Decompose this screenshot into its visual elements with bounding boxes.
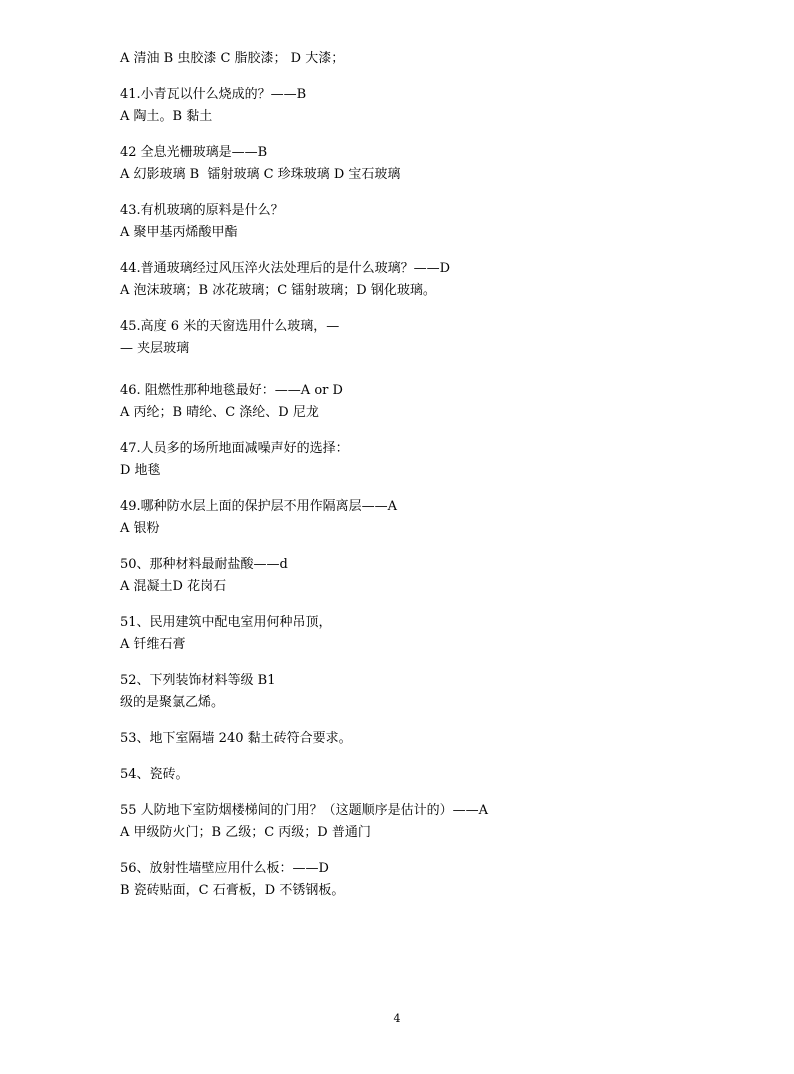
q52-answer: 级的是聚氯乙烯。 <box>120 695 225 710</box>
q50-answer: A 混凝土D 花岗石 <box>120 579 227 594</box>
spacer <box>120 844 680 858</box>
q45-answer: — 夹层玻璃 <box>120 341 190 356</box>
spacer <box>120 244 680 258</box>
q50-question: 50、那种材料最耐盐酸——d <box>120 557 288 572</box>
q55-question: 55 人防地下室防烟楼梯间的门用？（这题顺序是估计的）——A <box>120 803 489 818</box>
spacer <box>120 540 680 554</box>
q40-options: A 清油 B 虫胶漆 C 脂胶漆； D 大漆； <box>120 51 345 66</box>
q53-statement: 53、地下室隔墙 240 黏土砖符合要求。 <box>120 731 352 746</box>
q47-question: 47.人员多的场所地面减噪声好的选择： <box>120 441 349 456</box>
q46-options: A 丙纶；B 晴纶、C 涤纶、D 尼龙 <box>120 405 319 420</box>
q52-question: 52、下列装饰材料等级 B1 <box>120 673 276 688</box>
q43-answer: A 聚甲基丙烯酸甲酯 <box>120 225 238 240</box>
q47-answer: D 地毯 <box>120 463 161 478</box>
q51-question: 51、民用建筑中配电室用何种吊顶， <box>120 615 332 630</box>
q41-options: A 陶土。B 黏土 <box>120 109 213 124</box>
spacer <box>120 186 680 200</box>
spacer <box>120 656 680 670</box>
q44-question: 44.普通玻璃经过风压淬火法处理后的是什么玻璃？——D <box>120 261 451 276</box>
q41-question: 41.小青瓦以什么烧成的？——B <box>120 87 307 102</box>
spacer <box>120 360 680 380</box>
q43-question: 43.有机玻璃的原料是什么？ <box>120 203 284 218</box>
spacer <box>120 70 680 84</box>
q42-options: A 幻影玻璃 B 镭射玻璃 C 珍珠玻璃 D 宝石玻璃 <box>120 167 401 182</box>
spacer <box>120 750 680 764</box>
q45-question: 45.高度 6 米的天窗选用什么玻璃，— <box>120 319 340 334</box>
q49-question: 49.哪种防水层上面的保护层不用作隔离层——A <box>120 499 398 514</box>
q56-question: 56、放射性墙壁应用什么板：——D <box>120 861 329 876</box>
page-number: 4 <box>393 1012 401 1025</box>
spacer <box>120 482 680 496</box>
q44-options: A 泡沫玻璃；B 冰花玻璃；C 镭射玻璃；D 钢化玻璃。 <box>120 283 436 298</box>
q54-statement: 54、瓷砖。 <box>120 767 189 782</box>
spacer <box>120 786 680 800</box>
spacer <box>120 128 680 142</box>
spacer <box>120 714 680 728</box>
q56-options: B 瓷砖贴面，C 石膏板，D 不锈钢板。 <box>120 883 345 898</box>
q46-question: 46. 阻燃性那种地毯最好：——A or D <box>120 383 343 398</box>
q42-question: 42 全息光栅玻璃是——B <box>120 145 268 160</box>
q55-options: A 甲级防火门；B 乙级；C 丙级；D 普通门 <box>120 825 371 840</box>
spacer <box>120 424 680 438</box>
spacer <box>120 302 680 316</box>
q51-answer: A 钎维石膏 <box>120 637 186 652</box>
q49-answer: A 银粉 <box>120 521 160 536</box>
spacer <box>120 598 680 612</box>
document-body <box>120 48 680 902</box>
